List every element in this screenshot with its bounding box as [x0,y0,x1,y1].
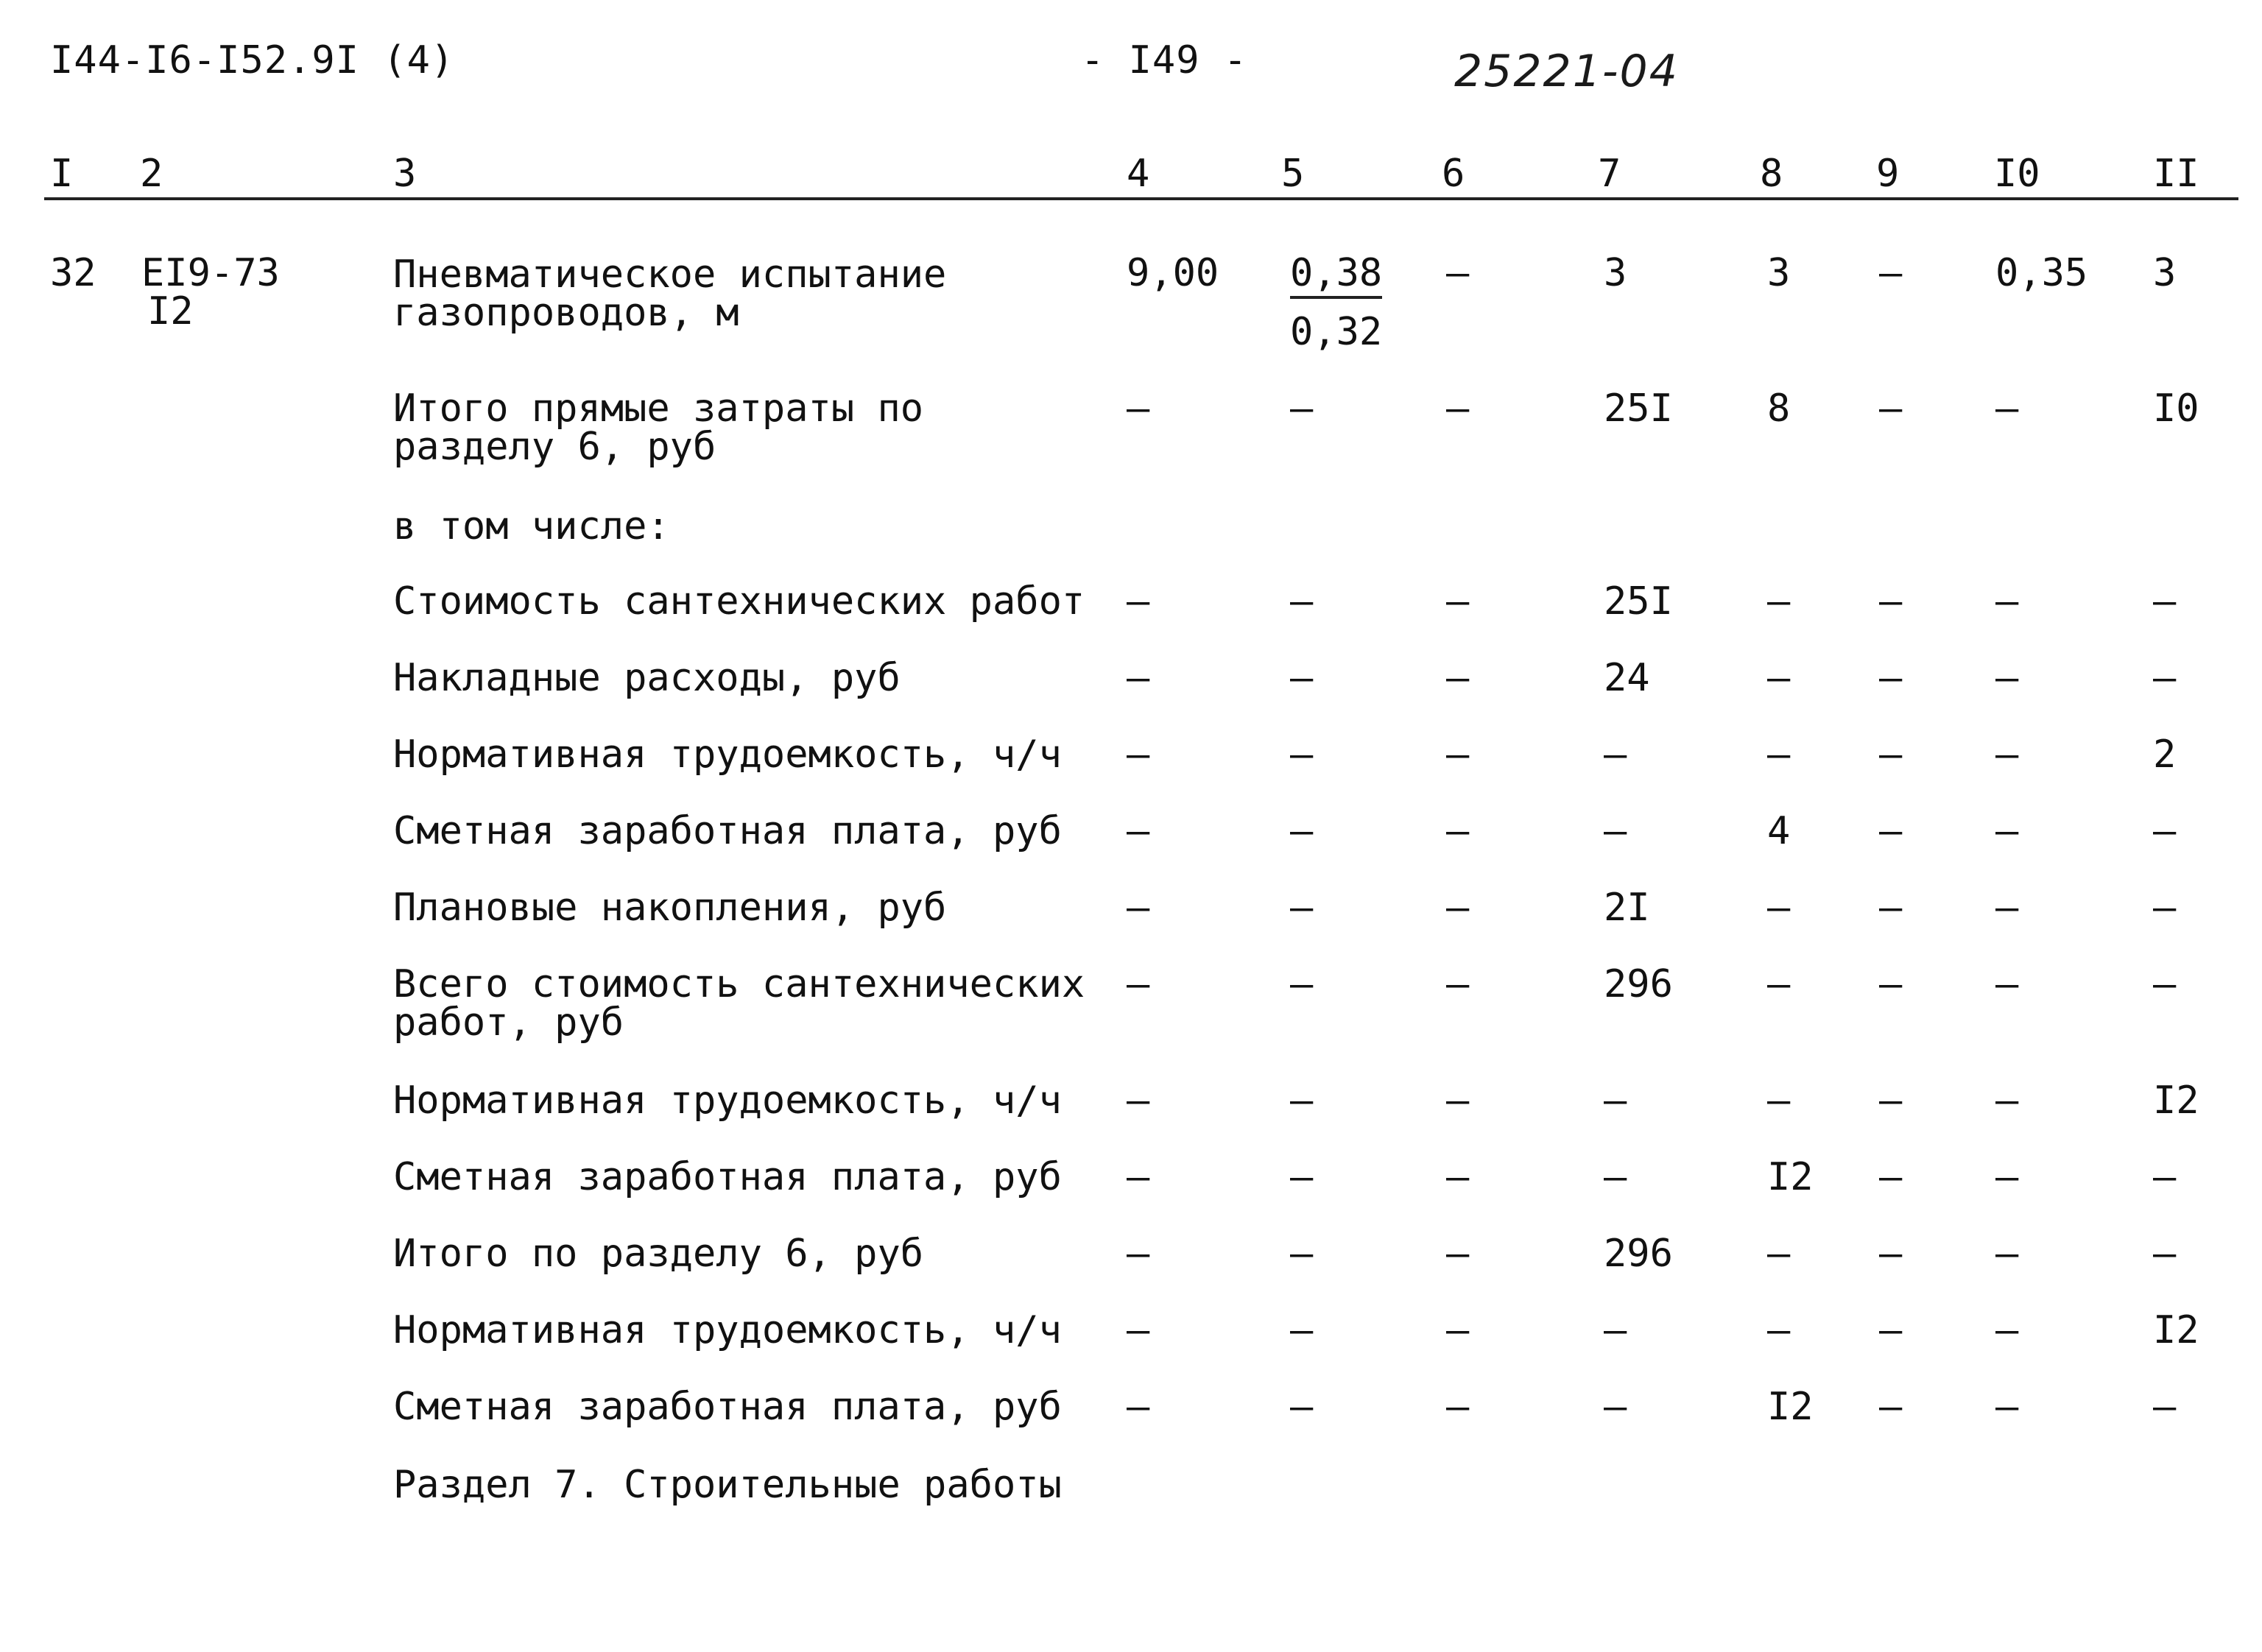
cell-col6: – [1446,733,1470,777]
cell-col11: – [2153,1385,2177,1429]
column-number: 4 [1127,152,1150,196]
cell-col7: 3 [1604,251,1627,295]
cell-col11: 2 [2153,733,2177,777]
cell-col7: 2I [1604,886,1650,930]
cell-col5: – [1290,656,1314,700]
cell-col6: – [1446,1232,1470,1276]
cell-col8: I2 [1767,1385,1814,1429]
cell-col9: – [1879,809,1903,853]
cell-col10: – [1995,809,2019,853]
cell-col5: – [1290,1385,1314,1429]
cell-col10: – [1995,656,2019,700]
cell-col7: – [1604,1308,1627,1352]
row-label: Стоимость сантехнических работ [393,579,1085,624]
cell-col9: – [1879,733,1903,777]
column-number: 3 [393,152,417,196]
cell-col6: – [1446,962,1470,1006]
cell-col9: – [1879,656,1903,700]
cell-col5: – [1290,386,1314,431]
cell-col6: – [1446,656,1470,700]
cell-col9: – [1879,962,1903,1006]
cell-col7: 25I [1604,579,1673,624]
row-label: Сметная заработная плата, руб [393,1385,1062,1429]
cell-col9: – [1879,1079,1903,1123]
cell-col9: – [1879,1155,1903,1199]
cell-col6: – [1446,1155,1470,1199]
cell-col10: – [1995,579,2019,624]
cell-col4: – [1127,1155,1150,1199]
cell-col7: 24 [1604,656,1650,700]
cell-col5: – [1290,579,1314,624]
column-number: 8 [1760,152,1783,196]
cell-col5-numerator: 0,38 [1290,253,1382,299]
column-number: I [50,152,74,196]
cell-col6: – [1446,1308,1470,1352]
cell-col10: 0,35 [1995,251,2088,295]
row-number: 32 [50,251,96,295]
cell-col4: – [1127,386,1150,431]
cell-col4: – [1127,962,1150,1006]
cell-col8: – [1767,962,1791,1006]
cell-col4: – [1127,809,1150,853]
cell-col9: – [1879,886,1903,930]
cell-col6: – [1446,809,1470,853]
cell-col8: I2 [1767,1155,1814,1199]
row-label: Всего стоимость сантехнических [393,962,1085,1006]
cell-col7: – [1604,1155,1627,1199]
cell-col4: – [1127,1308,1150,1352]
row-label-cont: работ, руб [393,1000,624,1045]
cell-col5-bottom: 0,32 [1290,310,1383,354]
header-rule [44,197,2238,200]
work-description-cont: газопроводов, м [393,291,739,335]
cell-col4: – [1127,733,1150,777]
document-code: I44-I6-I52.9I (4) [50,38,455,82]
cell-col9: – [1879,251,1903,295]
cell-col8: 3 [1767,251,1791,295]
cell-col6: – [1446,579,1470,624]
norm-code: EI9-73 [141,251,280,295]
row-label: Плановые накопления, руб [393,886,947,930]
cell-col8: – [1767,733,1791,777]
cell-col11: – [2153,656,2177,700]
cell-col10: – [1995,962,2019,1006]
cell-col6: – [1446,251,1470,295]
cell-col4: – [1127,1385,1150,1429]
cell-col6: – [1446,386,1470,431]
work-description: Пневматическое испытание [393,253,947,297]
cell-col6: – [1446,1385,1470,1429]
column-number: 6 [1442,152,1465,196]
cell-col8: – [1767,579,1791,624]
cell-col4: 9,00 [1127,251,1219,295]
cell-col7: 296 [1604,962,1673,1006]
handwritten-code: 25221-04 [1454,46,1679,97]
cell-col8: – [1767,656,1791,700]
row-label: Накладные расходы, руб [393,656,901,700]
cell-col4: – [1127,886,1150,930]
cell-col7: – [1604,1079,1627,1123]
column-number: 9 [1876,152,1900,196]
cell-col9: – [1879,1308,1903,1352]
cell-col11: – [2153,579,2177,624]
row-label: Сметная заработная плата, руб [393,809,1062,853]
row-label: Сметная заработная плата, руб [393,1155,1062,1199]
row-label-cont: разделу 6, руб [393,425,716,469]
cell-col10: – [1995,1155,2019,1199]
cell-col9: – [1879,1232,1903,1276]
cell-col5: – [1290,1232,1314,1276]
cell-col11: I2 [2153,1079,2199,1123]
cell-col10: – [1995,1385,2019,1429]
cell-col11: – [2153,1155,2177,1199]
cell-col10: – [1995,886,2019,930]
column-number: 5 [1281,152,1305,196]
cell-col9: – [1879,1385,1903,1429]
cell-col5: – [1290,1155,1314,1199]
cell-col10: – [1995,386,2019,431]
cell-col11: 3 [2153,251,2177,295]
column-number: 7 [1598,152,1621,196]
row-label: Нормативная трудоемкость, ч/ч [393,733,1062,777]
cell-col7: – [1604,1385,1627,1429]
cell-col8: – [1767,1232,1791,1276]
row-label: Нормативная трудоемкость, ч/ч [393,1079,1062,1123]
cell-col7: – [1604,809,1627,853]
cell-col10: – [1995,1308,2019,1352]
cell-col5: – [1290,886,1314,930]
cell-col4: – [1127,1079,1150,1123]
row-label: Нормативная трудоемкость, ч/ч [393,1308,1062,1352]
cell-col5-top [1290,253,1382,299]
cell-col8: 8 [1767,386,1791,431]
cell-col9: – [1879,386,1903,431]
cell-col4: – [1127,579,1150,624]
column-number: II [2153,152,2199,196]
page-number: - I49 - [1081,38,1248,82]
row-label: в том числе: [393,504,670,548]
cell-col11: I2 [2153,1308,2199,1352]
cell-col8: – [1767,1308,1791,1352]
row-label: Итого по разделу 6, руб [393,1232,924,1276]
cell-col5: – [1290,1079,1314,1123]
cell-col5: – [1290,962,1314,1006]
cell-col5: – [1290,733,1314,777]
cell-col10: – [1995,1079,2019,1123]
cell-col11: – [2153,1232,2177,1276]
cell-col6: – [1446,886,1470,930]
cell-col10: – [1995,733,2019,777]
cell-col4: – [1127,656,1150,700]
cell-col9: – [1879,579,1903,624]
cell-col10: – [1995,1232,2019,1276]
cell-col4: – [1127,1232,1150,1276]
cell-col11: – [2153,809,2177,853]
cell-col7: – [1604,733,1627,777]
cell-col11: – [2153,962,2177,1006]
cell-col8: 4 [1767,809,1791,853]
cell-col6: – [1446,1079,1470,1123]
row-label: Раздел 7. Строительные работы [393,1463,1062,1507]
cell-col7: 296 [1604,1232,1673,1276]
cell-col8: – [1767,886,1791,930]
norm-code-sub: I2 [147,289,194,333]
cell-col11: – [2153,886,2177,930]
cell-col5: – [1290,809,1314,853]
column-number: 2 [140,152,163,196]
cell-col11: I0 [2153,386,2199,431]
row-label: Итого прямые затраты по [393,386,924,431]
cell-col8: – [1767,1079,1791,1123]
cell-col5: – [1290,1308,1314,1352]
column-number: I0 [1994,152,2040,196]
cell-col7: 25I [1604,386,1673,431]
